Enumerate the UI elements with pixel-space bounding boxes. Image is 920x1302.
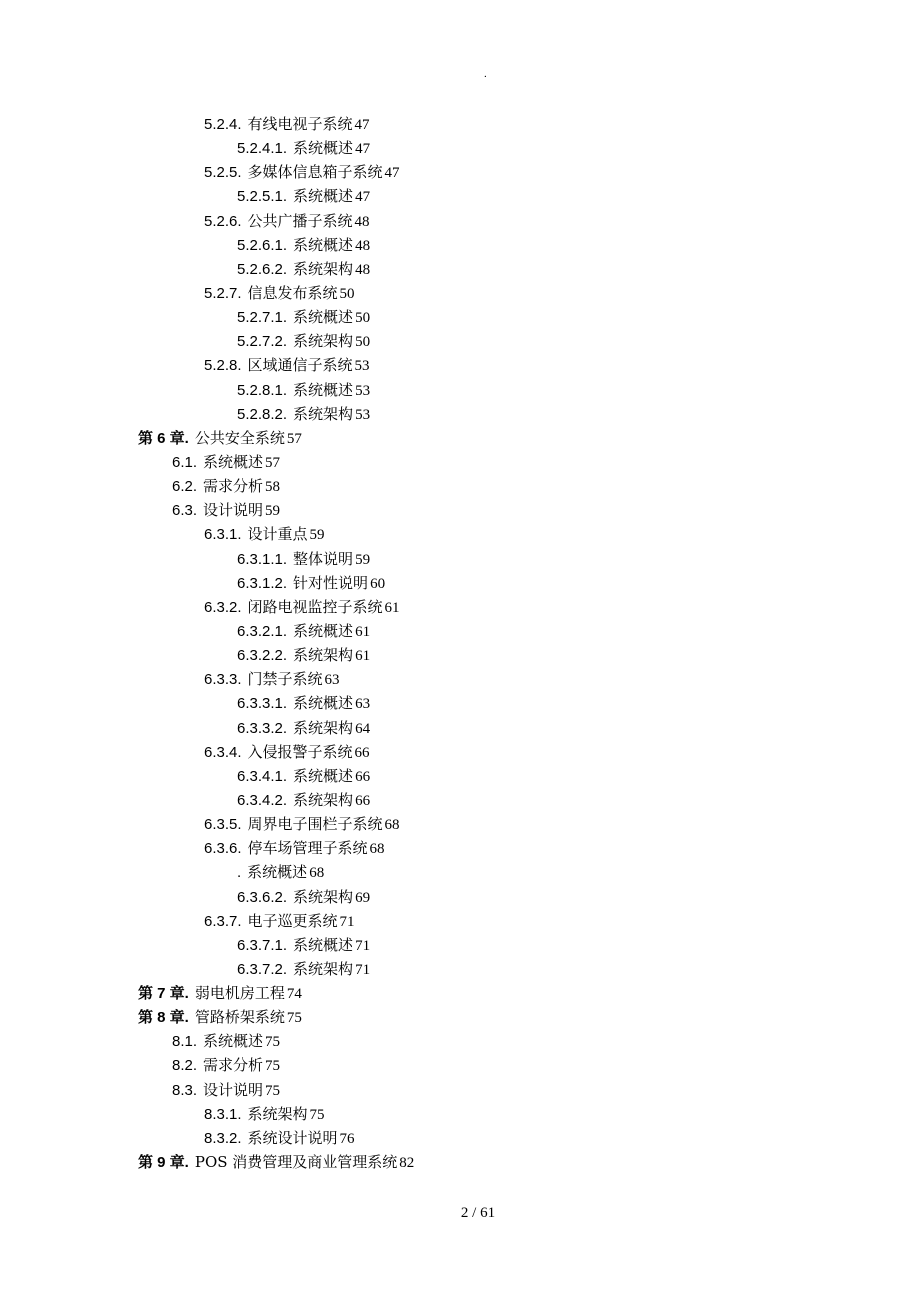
toc-entry-number: 第 7 章. [138, 985, 189, 1003]
toc-entry-title: 系统架构 [293, 332, 354, 351]
toc-entry[interactable] [0, 909, 920, 933]
toc-entry[interactable] [0, 740, 920, 764]
toc-entry[interactable] [0, 522, 920, 546]
toc-entry-number: 5.2.8. [204, 357, 242, 375]
toc-entry[interactable] [0, 112, 920, 136]
toc-entry-title: 公共安全系统 [194, 428, 285, 447]
toc-entry[interactable] [0, 474, 920, 498]
toc-entry-page: 50 [355, 310, 371, 327]
toc-entry[interactable] [0, 329, 920, 353]
toc-entry-number: 6.3.6.2. [237, 888, 288, 906]
toc-entry-page: 61 [355, 623, 371, 640]
toc-entry-title: 系统架构 [293, 959, 354, 978]
toc-entry-title: 设计说明 [203, 1080, 264, 1099]
toc-entry-number: 5.2.6.1. [237, 236, 288, 254]
toc-entry-title: 入侵报警子系统 [247, 742, 353, 761]
table-of-contents [0, 112, 920, 1174]
toc-entry-number: 5.2.4. [204, 116, 242, 133]
toc-entry-title: 系统概述 [293, 187, 354, 206]
toc-entry[interactable] [0, 981, 920, 1005]
toc-entry-page: 74 [286, 986, 302, 1003]
toc-entry-number: 5.2.8.2. [237, 405, 288, 423]
toc-entry-title: 管路桥架系统 [194, 1008, 285, 1027]
toc-entry-title: 系统架构 [293, 718, 354, 737]
toc-entry-page: 68 [309, 865, 325, 882]
toc-entry[interactable] [0, 691, 920, 715]
toc-entry-title: 设计说明 [203, 501, 264, 520]
toc-entry-title: 系统架构 [247, 1104, 308, 1123]
toc-entry[interactable] [0, 184, 920, 208]
toc-entry[interactable] [0, 402, 920, 426]
toc-entry-title: 需求分析 [203, 477, 264, 496]
toc-entry[interactable] [0, 836, 920, 860]
toc-entry-page: 58 [265, 479, 281, 496]
toc-entry-page: 63 [324, 672, 340, 689]
toc-entry-page: 47 [354, 117, 370, 133]
toc-entry-title: 整体说明 [293, 549, 354, 568]
toc-entry-title: 设计重点 [247, 525, 308, 544]
toc-entry-number: 8.1. [172, 1033, 198, 1051]
toc-entry-number: 5.2.8.1. [237, 381, 288, 399]
toc-entry-title: 系统概述 [293, 380, 354, 399]
toc-entry-title: 系统架构 [293, 404, 354, 423]
toc-entry[interactable] [0, 1078, 920, 1102]
toc-entry-page: 59 [309, 527, 325, 544]
toc-entry-number: 6.3.5. [204, 816, 242, 834]
toc-entry-page: 53 [354, 358, 370, 375]
toc-entry-title: 系统架构 [293, 646, 354, 665]
toc-entry-title: 区域通信子系统 [247, 356, 353, 375]
toc-entry-number: 5.2.6.2. [237, 260, 288, 278]
toc-entry-page: 48 [355, 261, 371, 278]
toc-entry[interactable] [0, 788, 920, 812]
toc-entry[interactable] [0, 595, 920, 619]
toc-entry-page: 68 [384, 817, 400, 834]
toc-entry-page: 53 [355, 406, 371, 423]
toc-entry-page: 57 [265, 454, 281, 471]
toc-entry[interactable] [0, 547, 920, 571]
toc-entry-title: 电子巡更系统 [247, 911, 338, 930]
toc-entry-page: 50 [355, 334, 371, 351]
toc-entry-number: 第 6 章. [138, 429, 189, 447]
toc-entry-title: 停车场管理子系统 [247, 839, 368, 858]
toc-entry-number: 6.3.1.2. [237, 574, 288, 592]
toc-entry-number: 6.3.4.1. [237, 767, 288, 785]
toc-entry-title: 针对性说明 [293, 573, 369, 592]
toc-entry-page: 57 [286, 430, 302, 447]
toc-entry-number: 6.1. [172, 453, 198, 471]
toc-entry-number: 6.3.1.1. [237, 550, 288, 568]
toc-entry[interactable] [0, 281, 920, 305]
toc-entry-page: 50 [339, 285, 355, 302]
toc-entry-page: 75 [265, 1058, 281, 1075]
toc-entry-page: 53 [355, 382, 371, 399]
toc-entry[interactable] [0, 885, 920, 909]
toc-entry-title: 信息发布系统 [247, 283, 338, 302]
toc-entry[interactable] [0, 160, 920, 184]
toc-entry[interactable] [0, 450, 920, 474]
toc-entry-page: 66 [354, 744, 370, 761]
toc-entry-page: 47 [355, 141, 371, 158]
toc-entry[interactable] [0, 571, 920, 595]
toc-entry-number: 6.3.1. [204, 526, 242, 544]
toc-entry-title: 系统概述 [203, 1032, 264, 1051]
toc-entry[interactable] [0, 257, 920, 281]
toc-entry-page: 61 [384, 599, 400, 616]
toc-entry-number: 8.3. [172, 1081, 198, 1099]
toc-entry[interactable] [0, 233, 920, 257]
toc-entry-title: 系统概述 [293, 308, 354, 327]
toc-entry-title: 有线电视子系统 [247, 115, 353, 133]
toc-entry[interactable] [0, 933, 920, 957]
toc-entry-number: 5.2.7.1. [237, 309, 288, 327]
toc-entry[interactable] [0, 353, 920, 377]
toc-entry-title: 系统概述 [293, 139, 354, 158]
toc-entry-number: 6.2. [172, 478, 198, 496]
toc-entry-number: 8.3.1. [204, 1105, 242, 1123]
toc-entry[interactable] [0, 1005, 920, 1029]
toc-entry-title: 需求分析 [203, 1056, 264, 1075]
toc-entry-page: 71 [355, 961, 371, 978]
toc-entry-title: 系统概述 [293, 766, 354, 785]
toc-entry-page: 75 [265, 1034, 281, 1051]
toc-entry-page: 69 [355, 889, 371, 906]
toc-entry-number: 5.2.7.2. [237, 333, 288, 351]
toc-entry-page: 75 [286, 1010, 302, 1027]
toc-entry[interactable] [0, 619, 920, 643]
toc-entry-title: 系统架构 [293, 887, 354, 906]
toc-entry-number: 6.3.4. [204, 743, 242, 761]
toc-entry-page: 59 [265, 503, 281, 520]
toc-entry[interactable] [0, 812, 920, 836]
toc-entry-page: 47 [355, 189, 371, 206]
toc-entry[interactable] [0, 378, 920, 402]
toc-entry-number: 6.3.7.2. [237, 960, 288, 978]
toc-entry-title: 系统概述 [203, 452, 264, 471]
toc-entry-title: 系统概述 [293, 235, 354, 254]
toc-entry-title: 系统概述 [293, 694, 354, 713]
toc-entry-title: 公共广播子系统 [247, 211, 353, 230]
toc-entry-title: 闭路电视监控子系统 [247, 597, 383, 616]
toc-entry-page: 71 [339, 913, 355, 930]
toc-entry[interactable] [0, 498, 920, 522]
toc-entry-title: 弱电机房工程 [194, 984, 285, 1003]
toc-entry-title: 系统架构 [293, 790, 354, 809]
toc-entry-page: 75 [265, 1082, 281, 1099]
toc-entry-number: 6.3.7.1. [237, 936, 288, 954]
toc-entry-title: 周界电子围栏子系统 [247, 815, 383, 834]
toc-entry-page: 59 [355, 551, 371, 568]
toc-entry[interactable] [0, 1029, 920, 1053]
toc-entry-page: 75 [309, 1106, 325, 1123]
toc-entry-number: 第 8 章. [138, 1009, 189, 1027]
toc-entry-title: 门禁子系统 [247, 670, 323, 689]
toc-entry-page: 64 [355, 720, 371, 737]
toc-entry-page: 66 [355, 792, 371, 809]
toc-entry-page: 71 [355, 937, 371, 954]
toc-entry-number: 6.3.4.2. [237, 791, 288, 809]
toc-entry-number: 6.3. [172, 502, 198, 520]
toc-entry-page: 66 [355, 768, 371, 785]
toc-entry[interactable] [0, 1053, 920, 1077]
toc-entry-number: 6.3.3.1. [237, 695, 288, 713]
toc-entry-title: 多媒体信息箱子系统 [247, 163, 383, 182]
toc-entry-page: 82 [399, 1155, 415, 1172]
toc-entry-title: 系统设计说明 [247, 1128, 338, 1147]
toc-entry-number: 第 9 章. [138, 1154, 189, 1172]
toc-entry-page: 68 [369, 841, 385, 858]
toc-entry-number: 5.2.4.1. [237, 140, 288, 158]
toc-entry-number: 8.3.2. [204, 1129, 242, 1147]
toc-entry-number: 6.3.2. [204, 598, 242, 616]
toc-entry-number: 6.3.3. [204, 671, 242, 689]
toc-entry-page: 48 [354, 213, 370, 230]
toc-entry-number: . [237, 864, 242, 882]
toc-entry-page: 63 [355, 696, 371, 713]
toc-entry[interactable] [0, 305, 920, 329]
toc-entry-number: 5.2.5. [204, 164, 242, 182]
toc-entry-number: 5.2.5.1. [237, 188, 288, 206]
header-mark: . [484, 68, 487, 80]
toc-entry-number: 6.3.7. [204, 912, 242, 930]
toc-entry[interactable] [0, 1102, 920, 1126]
page-number: 2 / 61 [460, 1205, 496, 1221]
toc-entry-title: 系统架构 [293, 259, 354, 278]
toc-entry-number: 6.3.2.2. [237, 647, 288, 665]
toc-entry-title: 系统概述 [293, 621, 354, 640]
toc-entry-page: 60 [370, 575, 386, 592]
toc-entry-page: 61 [355, 648, 371, 665]
toc-entry-title: 系统概述 [293, 935, 354, 954]
toc-entry-number: 8.2. [172, 1057, 198, 1075]
toc-entry-number: 5.2.7. [204, 284, 242, 302]
toc-entry[interactable] [0, 1126, 920, 1150]
toc-entry[interactable] [0, 860, 920, 884]
toc-entry-title: POS 消费管理及商业管理系统 [194, 1153, 398, 1172]
toc-entry[interactable] [0, 209, 920, 233]
toc-entry[interactable] [0, 1150, 920, 1174]
toc-entry[interactable] [0, 426, 920, 450]
toc-entry[interactable] [0, 764, 920, 788]
toc-entry[interactable] [0, 643, 920, 667]
toc-entry-number: 6.3.6. [204, 840, 242, 858]
toc-entry[interactable] [0, 667, 920, 691]
toc-entry-number: 6.3.3.2. [237, 719, 288, 737]
toc-entry[interactable] [0, 716, 920, 740]
toc-entry-title: 系统概述 [247, 863, 308, 882]
toc-entry-number: 6.3.2.1. [237, 622, 288, 640]
toc-entry[interactable] [0, 136, 920, 160]
toc-entry[interactable] [0, 957, 920, 981]
toc-entry-number: 5.2.6. [204, 212, 242, 230]
toc-entry-page: 47 [384, 165, 400, 182]
toc-entry-page: 76 [339, 1130, 355, 1147]
toc-entry-page: 48 [355, 237, 371, 254]
